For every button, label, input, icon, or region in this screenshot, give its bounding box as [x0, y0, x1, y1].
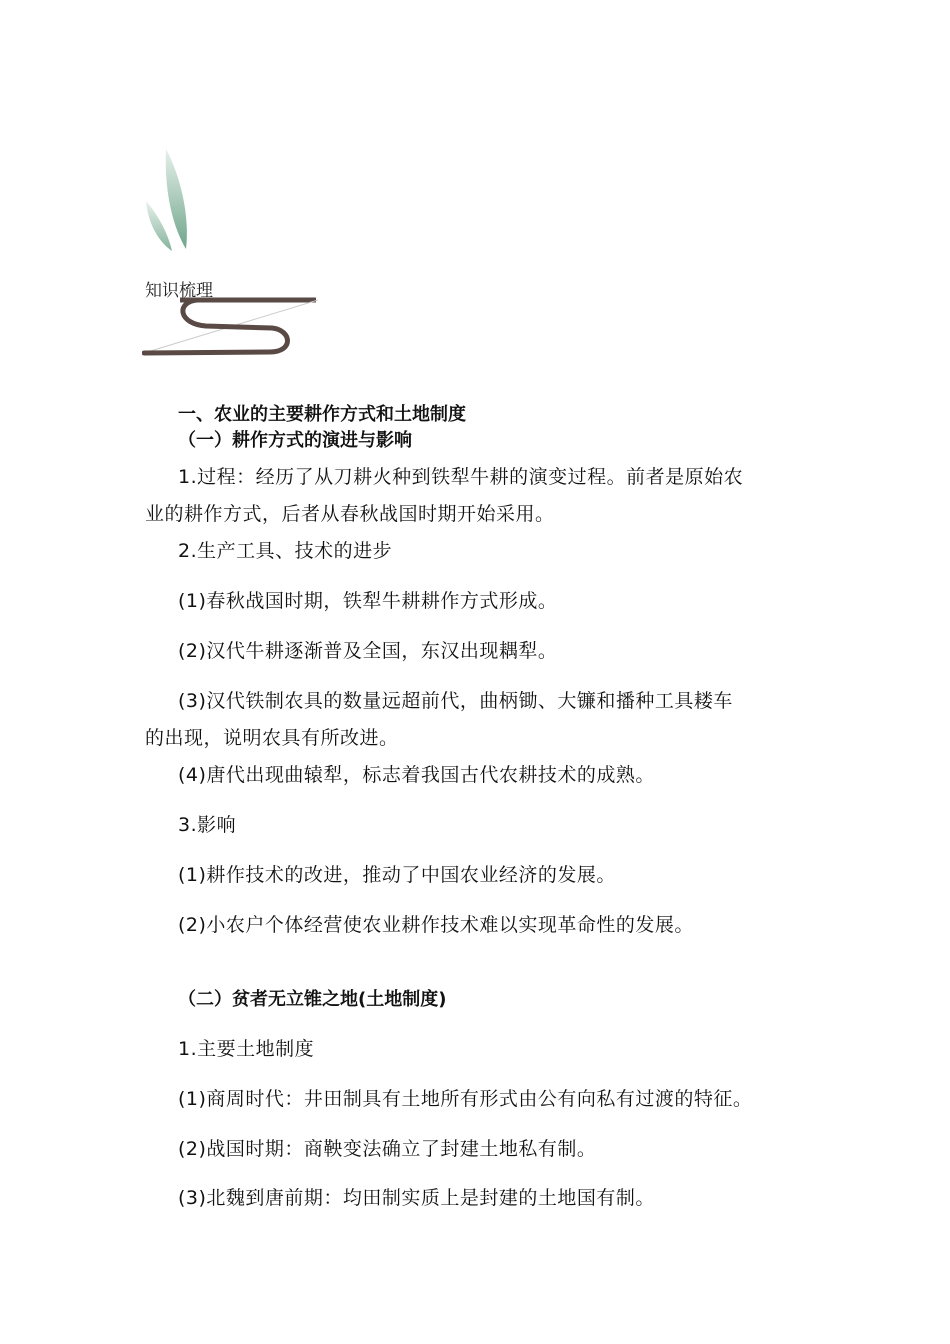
paragraph-title: 1.主要土地制度 — [178, 1038, 315, 1060]
list-item: (3)北魏到唐前期：均田制实质上是封建的土地国有制。 — [178, 1187, 655, 1209]
list-item: (1)商周时代：井田制具有土地所有形式由公有向私有过渡的特征。 — [178, 1088, 753, 1110]
list-item: (2)汉代牛耕逐渐普及全国，东汉出现耦犁。 — [178, 640, 558, 662]
list-item: (2)战国时期：商鞅变法确立了封建土地私有制。 — [178, 1138, 597, 1160]
list-item: (1)耕作技术的改进，推动了中国农业经济的发展。 — [178, 864, 616, 886]
section-heading-label: 知识梳理 — [145, 281, 213, 301]
paragraph-line: 1.过程：经历了从刀耕火种到铁犁牛耕的演变过程。前者是原始农 — [178, 466, 744, 488]
swirl-decoration-icon — [142, 296, 318, 358]
paragraph-title: 3.影响 — [178, 814, 237, 836]
list-item: (3)汉代铁制农具的数量远超前代，曲柄锄、大镰和播种工具耧车 — [178, 690, 733, 712]
list-item: (1)春秋战国时期，铁犁牛耕耕作方式形成。 — [178, 590, 558, 612]
paragraph-title: 2.生产工具、技术的进步 — [178, 540, 393, 562]
section-title: 一、农业的主要耕作方式和土地制度 — [178, 404, 466, 425]
subsection-title: （二）贫者无立锥之地(土地制度) — [178, 989, 447, 1010]
paragraph-line: 业的耕作方式，后者从春秋战国时期开始采用。 — [145, 503, 555, 525]
list-item-continuation: 的出现，说明农具有所改进。 — [145, 727, 399, 749]
subsection-title: （一）耕作方式的演进与影响 — [178, 430, 412, 451]
list-item: (2)小农户个体经营使农业耕作技术难以实现革命性的发展。 — [178, 914, 694, 936]
leaf-decoration-icon — [140, 145, 200, 255]
list-item: (4)唐代出现曲辕犁，标志着我国古代农耕技术的成熟。 — [178, 764, 655, 786]
